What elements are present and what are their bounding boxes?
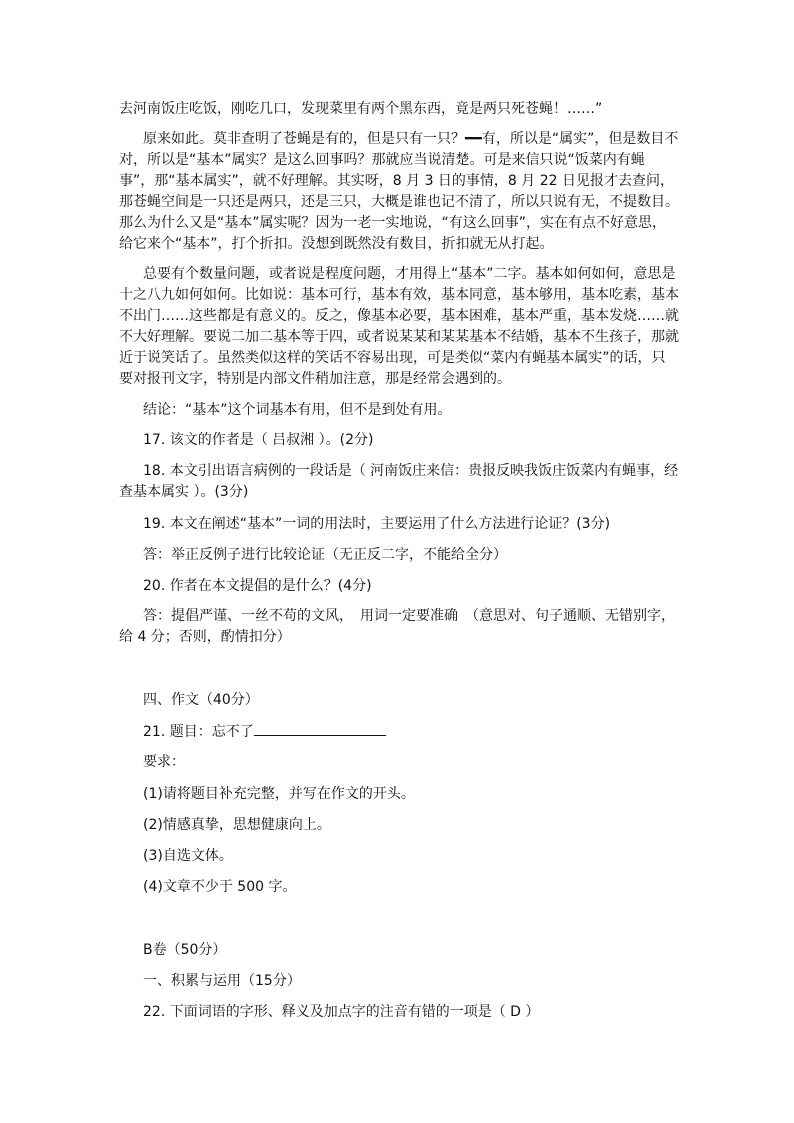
passage-paragraph-3: 总要有个数量问题，或者说是程度问题，才用得上“基本”二字。基本如何如何，意思是十之八九如何如何。比如说：基本可行，基本有效，基本同意，基本够用，基本吃素，基本不出门……这些都是有意义的。反之，像基本必要，基本困难，基本严重，基本发烧……就不大好理解。要说二加二基本等于四，或者说某某和某某基本不结婚，基本不生孩子，那就近于说笑话了。虽然类似这样的笑话不容易出现，可是类似“菜内有蝇基本属实”的话，只要对报刊文字，特别是内部文件稍加注意，那是经常会遇到的。 [119, 266, 679, 387]
section-b-part-1-heading: 一、积累与运用（15分） [143, 973, 301, 989]
question-21 [143, 721, 679, 743]
question-18: 18. 本文引出语言病例的一段话是（ 河南饭庄来信：贵报反映我饭庄饭菜内有蝇事，经查基本属实 ）。(3分) [119, 463, 679, 500]
question-17: 17. 该文的作者是（ 吕叔湘 ）。(2分) [143, 432, 374, 448]
answer-20: 答：提倡严谨、一丝不苟的文风， 用词一定要准确 （意思对、句子通顺、无错别字，给 4 分；否则，酌情扣分） [119, 608, 675, 645]
passage-conclusion: 结论：“基本”这个词基本有用，但不是到处有用。 [143, 402, 452, 418]
passage-paragraph-2: 原来如此。莫非查明了苍蝇是有的，但是只有一只？━━有，所以是“属实”，但是数目不对，所以是“基本”属实？是这么回事吗？那就应当说清楚。可是来信只说“饭菜内有蝇事”，那“基本属实”，就不好理解。其实呀，8 月 3 日的事情，8 月 22 日见报才去查问，那苍蝇空间是一只还是两只，还是三只，大概是谁也记不清了，所以只说有无，不提数目。那么为什么又是“基本”属实呢？因为一老一实地说，“有这么回事”，实在有点不好意思，给它来个“基本”，打个折扣。没想到既然没有数目，折扣就无从打起。 [119, 131, 679, 252]
question-21-text: 21. 题目：忘不了 [143, 724, 254, 740]
requirements-label: 要求： [143, 754, 185, 770]
section-b-heading: B卷（50分） [143, 942, 227, 958]
question-19: 19. 本文在阐述“基本”一词的用法时，主要运用了什么方法进行论证？(3分) [143, 516, 611, 532]
passage-paragraph-1: 去河南饭庄吃饭，刚吃几口，发现菜里有两个黑东西，竟是两只死苍蝇！……” [119, 101, 603, 117]
composition-heading: 四、作文（40分） [143, 692, 259, 708]
title-blank-line [254, 721, 386, 736]
requirement-3: (3)自选文体。 [143, 848, 233, 864]
requirement-2: (2)情感真挚，思想健康向上。 [143, 817, 331, 833]
question-20: 20. 作者在本文提倡的是什么？(4分) [143, 578, 372, 594]
answer-19: 答：举正反例子进行比较论证（无正反二字，不能给全分） [143, 547, 507, 563]
question-22: 22. 下面词语的字形、释义及加点字的注音有错的一项是（ D ） [143, 1004, 540, 1020]
requirement-1: (1)请将题目补充完整，并写在作文的开头。 [143, 786, 415, 802]
requirement-4: (4)文章不少于 500 字。 [143, 879, 297, 895]
